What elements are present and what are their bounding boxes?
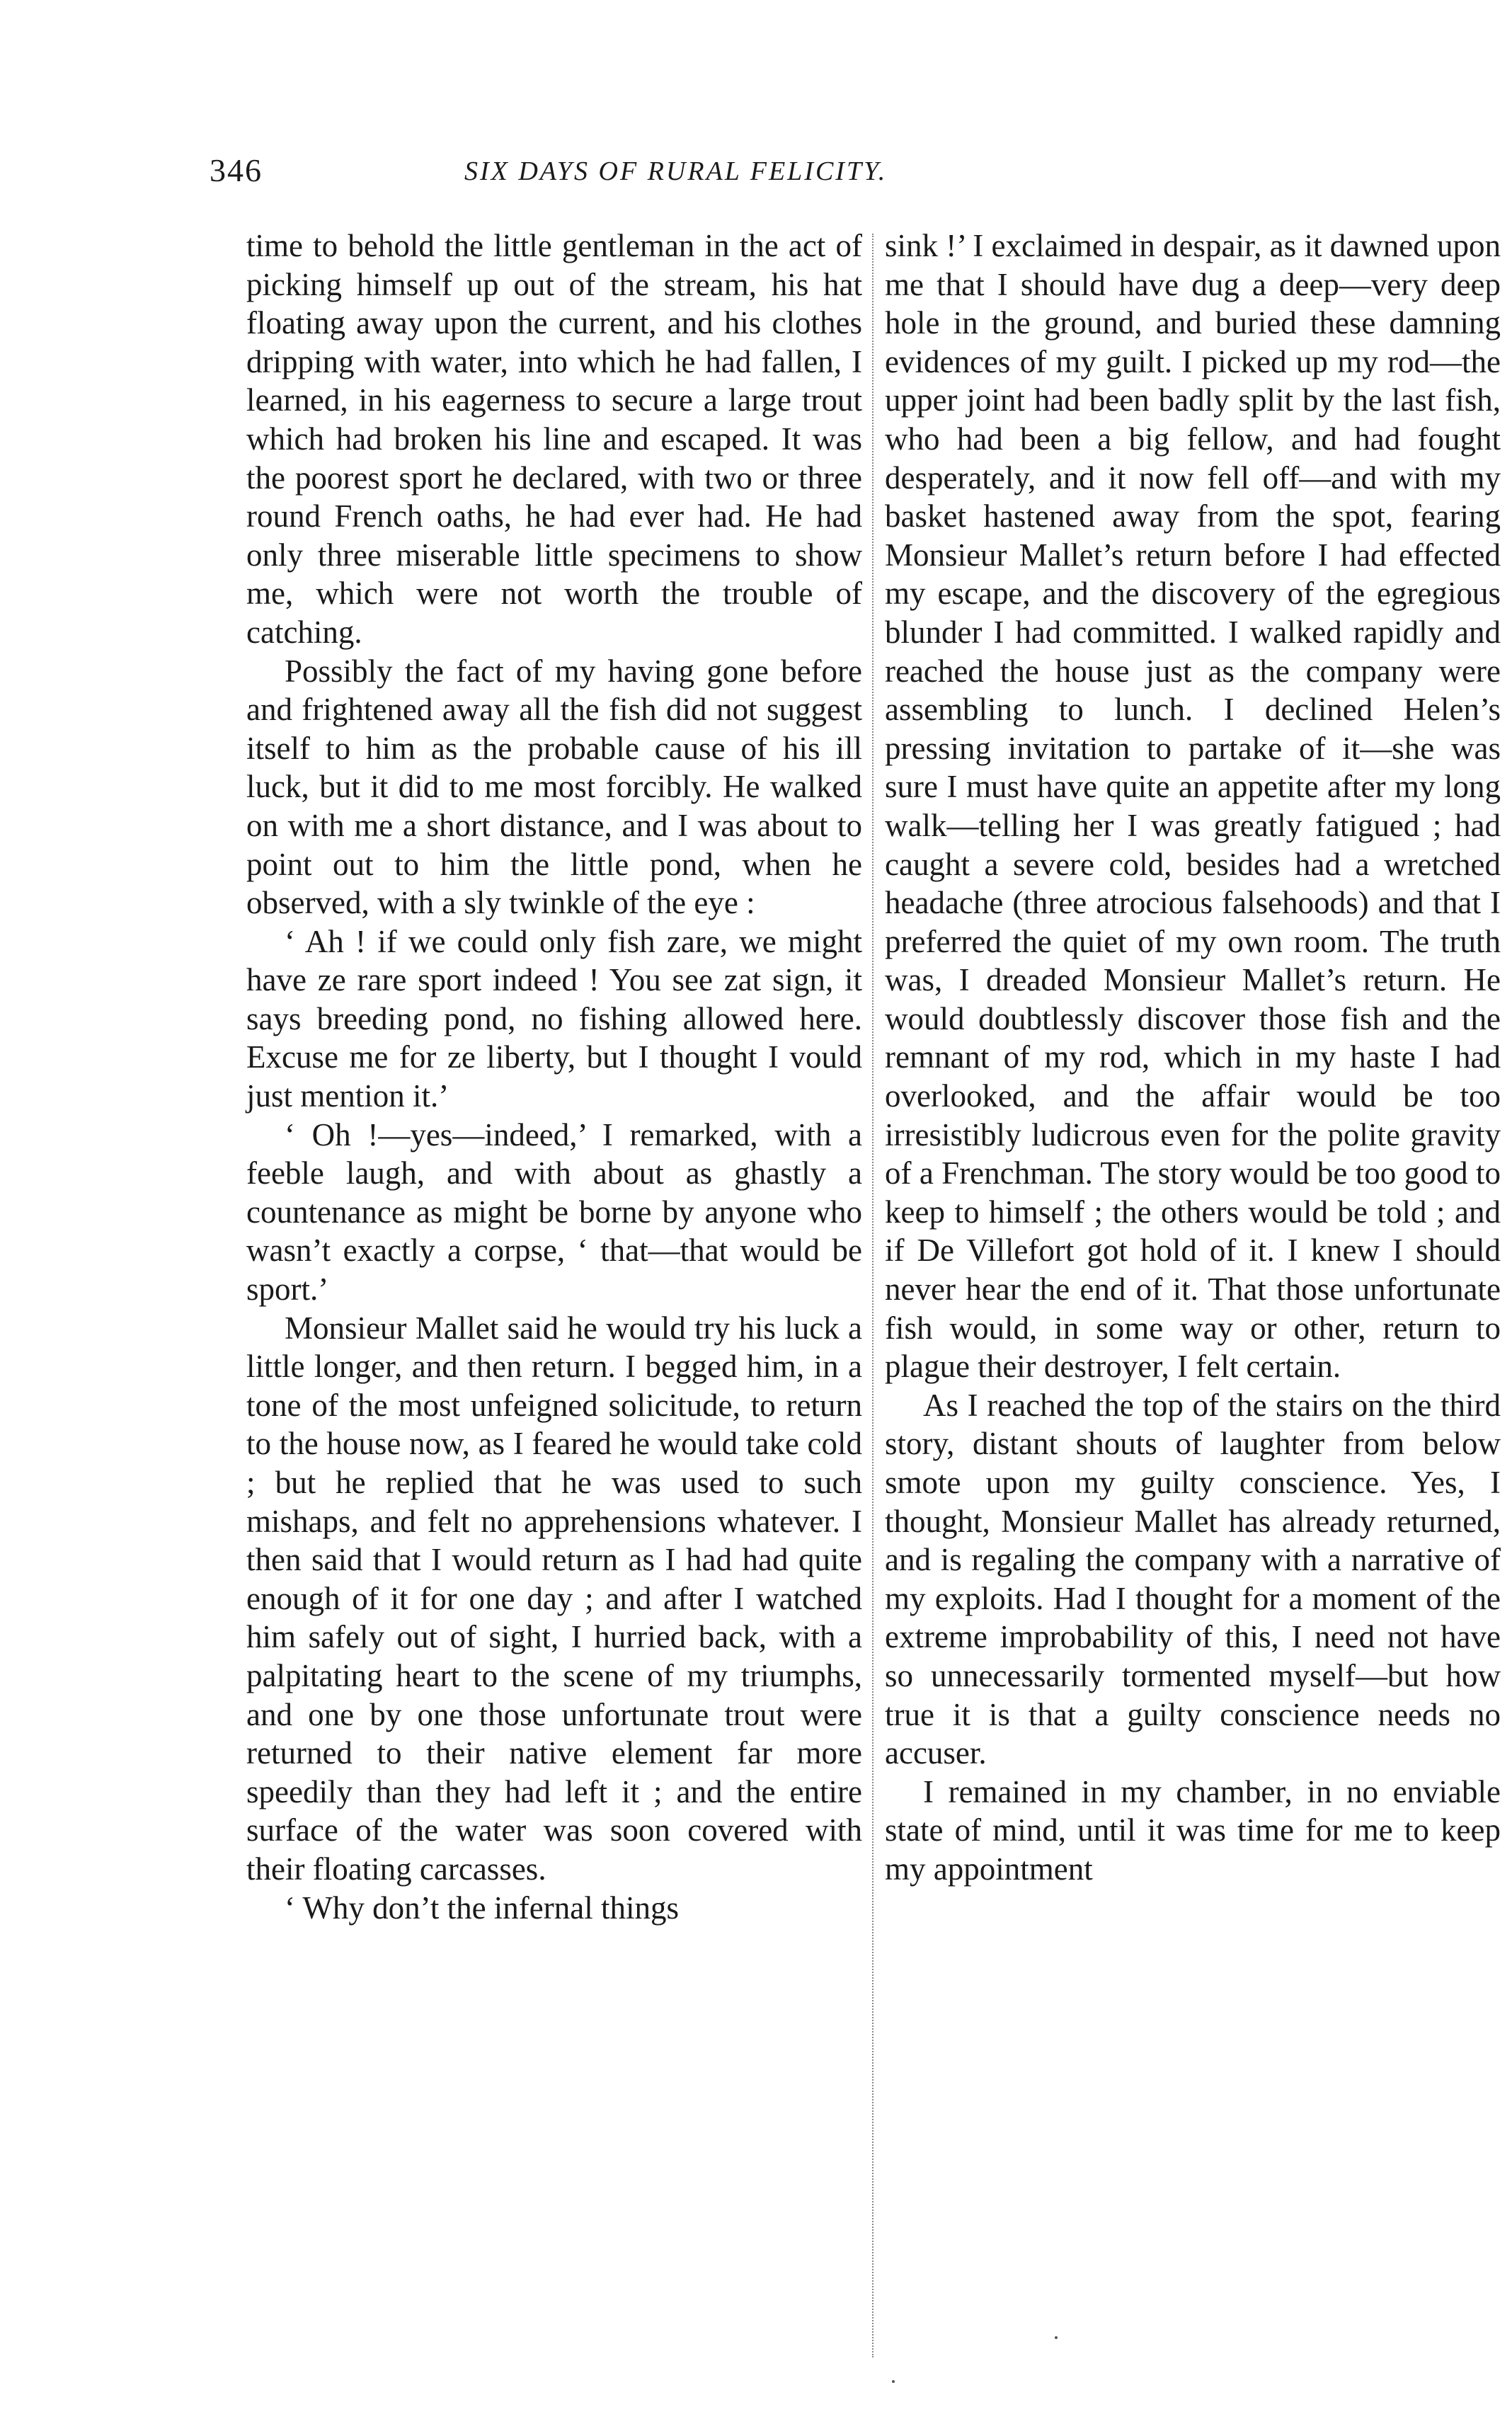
running-head: SIX DAYS OF RURAL FELICITY. — [464, 156, 888, 186]
paragraph: time to behold the little gentleman in the act of picking himself up out of the stream, his hat floating away upon the current, and his clothes dripping with water, into which he had fallen, I learned, in his eagerness to secure a large trout which had broken his line and escaped. It was the poorest sport he declared, with two or three round French oaths, he had ever had. He had only three miserable little specimens to show me, which were not worth the trouble of catching. — [246, 228, 862, 650]
paragraph: Monsieur Mallet said he would try his luck a little longer, and then return. I begged him, in a tone of the most unfeigned solicitude, to return to the house now, as I feared he would take cold ; but he replied that he was used to such mishaps, and felt no apprehensions whatever. I then said that I would return as I had had quite enough of it for one day ; and after I watched him safely out of sight, I hurried back, with a palpitating heart to the scene of my triumphs, and one by one those unfortunate trout were returned to their native element far more speedily than they had left it ; and the entire surface of the water was soon covered with their floating carcasses. — [246, 1310, 862, 1887]
paragraph: I remained in my chamber, in no enviable state of mind, until it was time for me to keep my appointment — [885, 1773, 1501, 1887]
paragraph: ‘ Oh !—yes—indeed,’ I remarked, with a feeble laugh, and with about as ghastly a countenance as might be borne by anyone who wasn’t exactly a corpse, ‘ that—that would be sport.’ — [246, 1116, 862, 1308]
left-column — [246, 227, 862, 1927]
page-header — [210, 152, 1505, 201]
page-number: 346 — [210, 152, 263, 188]
paragraph: sink !’ I exclaimed in despair, as it dawned upon me that I should have dug a deep—very deep hole in the ground, and buried these damning evidences of my guilt. I picked up my rod—the upper joint had been badly split by the last fish, who had been a big fellow, and had fought desperately, and it now fell off—and with my basket hastened away from the spot, fearing Monsieur Mallet’s return before I had effected my escape, and the discovery of the egregious blunder I had committed. I walked rapidly and reached the house just as the company were assembling to lunch. I declined Helen’s pressing invitation to partake of it—she was sure I must have quite an appetite after my long walk—telling her I was greatly fatigued ; had caught a severe cold, besides had a wretched headache (three atrocious falsehoods) and that I preferred the quiet of my own room. The truth was, I dreaded Monsieur Mallet’s return. He would doubtlessly discover those fish and the remnant of my rod, which in my haste I had overlooked, and the affair would be too irresistibly ludicrous even for the polite gravity of a Frenchman. The story would be too good to keep to himself ; the others would be told ; and if De Villefort got hold of it. I knew I should never hear the end of it. That those unfortunate fish would, in some way or other, return to plague their destroyer, I felt certain. — [885, 228, 1501, 1385]
print-speck — [892, 2380, 895, 2383]
right-column — [885, 227, 1501, 1889]
print-speck — [1055, 2336, 1058, 2339]
paragraph: Possibly the fact of my having gone before and frightened away all the fish did not suggest itself to him as the probable cause of his ill luck, but it did to me most forcibly. He walked on with me a short distance, and I was about to point out to him the little pond, when he observed, with a sly twinkle of the eye : — [246, 653, 862, 921]
paragraph: ‘ Why don’t the infernal things — [285, 1890, 679, 1926]
paragraph: As I reached the top of the stairs on the third story, distant shouts of laughter from below smote upon my guilty conscience. Yes, I thought, Monsieur Mallet has already returned, and is regaling the company with a narrative of my exploits. Had I thought for a moment of the extreme improbability of this, I need not have so unnecessarily tormented myself—but how true it is that a guilty conscience needs no accuser. — [885, 1387, 1501, 1771]
column-divider — [872, 234, 874, 2357]
paragraph: ‘ Ah ! if we could only fish zare, we might have ze rare sport indeed ! You see zat sign, it says breeding pond, no fishing allowed here. Excuse me for ze liberty, but I thought I vould just mention it.’ — [246, 923, 862, 1114]
